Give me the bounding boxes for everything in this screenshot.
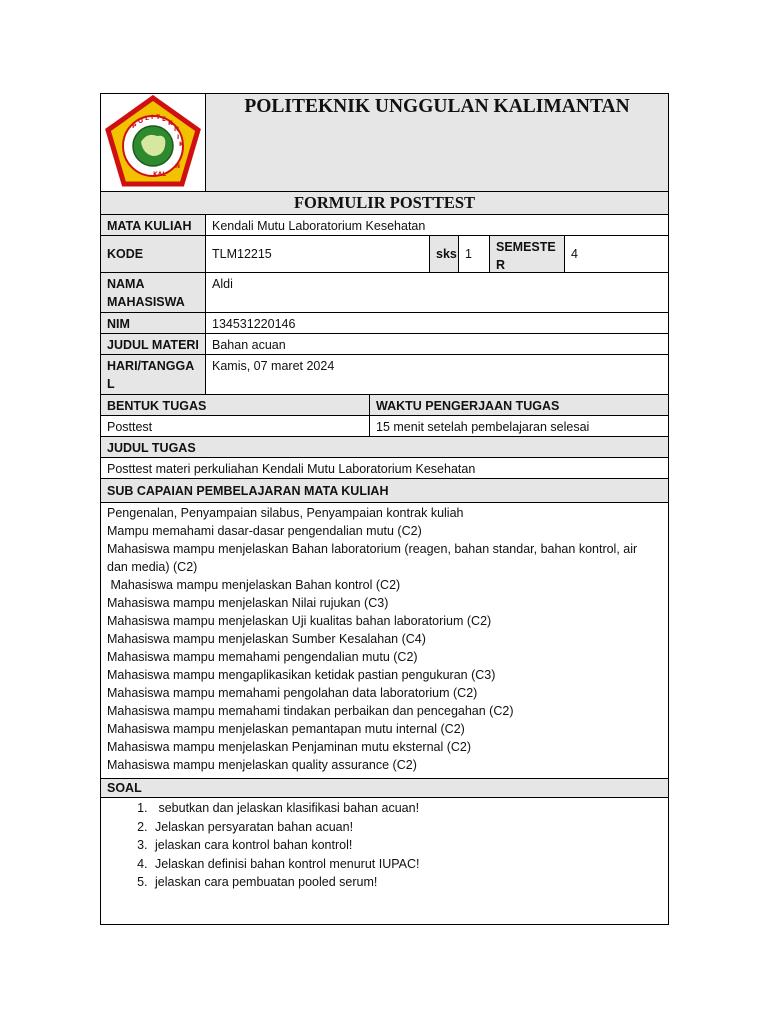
soal-item: 5. jelaskan cara pembuatan pooled serum!	[151, 873, 668, 892]
list-item: Mahasiswa mampu memahami pengendalian mutu (C2)	[107, 650, 418, 664]
bentuk-tugas-value: Posttest	[101, 416, 370, 436]
nama-row	[101, 273, 668, 313]
list-item: Mahasiswa mampu menjelaskan Sumber Kesalahan (C4)	[107, 632, 426, 646]
list-item: Mahasiswa mampu menjelaskan Penjaminan mutu eksternal (C2)	[107, 740, 472, 754]
form-title-row	[101, 192, 668, 215]
list-item: dan media) (C2)	[107, 560, 198, 574]
soal-item: 3. jelaskan cara kontrol bahan kontrol!	[151, 836, 668, 855]
judul-materi-value: Bahan acuan	[212, 338, 286, 352]
nama-label-line-1: NAMA	[107, 277, 145, 291]
semester-label	[490, 236, 565, 272]
judul-tugas-value-row	[101, 458, 668, 479]
soal-item: 4. Jelaskan definisi bahan kontrol menurut IUPAC!	[151, 855, 668, 874]
posttest-form	[100, 93, 669, 925]
sub-capaian-body-row	[101, 503, 668, 779]
sks-value: 1	[459, 236, 490, 272]
institution-name: POLITEKNIK UNGGULAN KALIMANTAN	[244, 96, 630, 117]
list-item: Mahasiswa mampu memahami tindakan perbaikan dan pencegahan (C2)	[107, 704, 514, 718]
list-item: Pengenalan, Penyampaian silabus, Penyampaian kontrak kuliah	[107, 506, 464, 520]
hari-tanggal-value: Kamis, 07 maret 2024	[212, 359, 335, 373]
list-item: Mahasiswa mampu menjelaskan Bahan kontrol (C2)	[107, 578, 401, 592]
semester-label-line-1: SEMESTE	[496, 240, 556, 254]
list-item: Mahasiswa mampu menjelaskan Bahan laboratorium (reagen, bahan standar, bahan kontrol, air	[107, 542, 638, 556]
svg-text:T: T	[156, 114, 161, 121]
svg-text:KAL: KAL	[153, 171, 167, 178]
mata-kuliah-value: Kendali Mutu Laboratorium Kesehatan	[212, 219, 426, 233]
kode-row	[101, 236, 668, 273]
sub-capaian-label: SUB CAPAIAN PEMBELAJARAN MATA KULIAH	[107, 484, 389, 498]
svg-text:N: N	[175, 163, 181, 170]
list-item: Mahasiswa mampu menjelaskan pemantapan mutu internal (C2)	[107, 722, 465, 736]
list-item: Mahasiswa mampu mengaplikasikan ketidak pastian pengukuran (C3)	[107, 668, 496, 682]
list-item: Mahasiswa mampu menjelaskan quality assurance (C2)	[107, 758, 417, 772]
semester-value: 4	[571, 247, 578, 261]
soal-label: SOAL	[107, 781, 142, 795]
hari-tanggal-row	[101, 355, 668, 395]
kode-value: TLM12215	[206, 236, 430, 272]
institution-cell	[206, 94, 668, 191]
judul-materi-label: JUDUL MATERI	[101, 334, 206, 354]
sks-label: sks	[430, 236, 459, 272]
svg-text:K: K	[179, 141, 184, 148]
logo-cell	[101, 94, 206, 191]
list-item: Mahasiswa mampu menjelaskan Uji kualitas bahan laboratorium (C2)	[107, 614, 492, 628]
soal-list	[101, 799, 668, 892]
svg-text:E: E	[162, 116, 167, 123]
form-title: FORMULIR POSTTEST	[293, 193, 476, 212]
nama-label-line-2: MAHASISWA	[107, 295, 185, 309]
institution-logo	[101, 94, 206, 191]
mata-kuliah-row	[101, 215, 668, 236]
judul-tugas-header-row	[101, 437, 668, 458]
judul-tugas-label: JUDUL TUGAS	[107, 441, 196, 455]
bentuk-waktu-value-row	[101, 416, 668, 437]
hari-tanggal-label	[101, 355, 206, 394]
svg-text:I: I	[177, 134, 180, 141]
svg-text:L: L	[145, 115, 149, 122]
nim-value: 134531220146	[212, 317, 296, 331]
svg-text:I: I	[151, 114, 154, 121]
mata-kuliah-label: MATA KULIAH	[101, 215, 206, 235]
bentuk-waktu-header-row	[101, 395, 668, 416]
svg-text:N: N	[174, 126, 180, 133]
hari-label-line-1: HARI/TANGGA	[107, 359, 195, 373]
hari-label-line-2: L	[107, 377, 115, 391]
soal-header-row	[101, 779, 668, 798]
list-item: Mahasiswa mampu menjelaskan Nilai rujukan (C3)	[107, 596, 389, 610]
nama-value: Aldi	[212, 277, 233, 291]
list-item: Mampu memahami dasar-dasar pengendalian mutu (C2)	[107, 524, 422, 538]
nama-label	[101, 273, 206, 312]
nim-row	[101, 313, 668, 334]
list-item: Mahasiswa mampu memahami pengolahan data laboratorium (C2)	[107, 686, 478, 700]
semester-label-line-2: R	[496, 258, 506, 272]
kode-label: KODE	[101, 236, 206, 272]
soal-item: 1. sebutkan dan jelaskan klasifikasi bahan acuan!	[151, 799, 668, 818]
svg-text:K: K	[168, 120, 173, 127]
soal-item: 2. Jelaskan persyaratan bahan acuan!	[151, 818, 668, 837]
svg-text:O: O	[138, 118, 144, 125]
sub-capaian-list	[101, 503, 668, 778]
sub-capaian-header-row	[101, 479, 668, 503]
judul-tugas-value: Posttest materi perkuliahan Kendali Mutu Laboratorium Kesehatan	[107, 462, 476, 476]
nim-label: NIM	[101, 313, 206, 333]
waktu-label: WAKTU PENGERJAAN TUGAS	[376, 399, 560, 413]
soal-list-container	[101, 798, 668, 924]
svg-text:P: P	[132, 123, 137, 130]
judul-materi-row	[101, 334, 668, 355]
soal-body-row	[101, 798, 668, 924]
header-row	[101, 94, 668, 192]
waktu-value: 15 menit setelah pembelajaran selesai	[376, 420, 590, 434]
bentuk-tugas-label: BENTUK TUGAS	[101, 395, 370, 415]
